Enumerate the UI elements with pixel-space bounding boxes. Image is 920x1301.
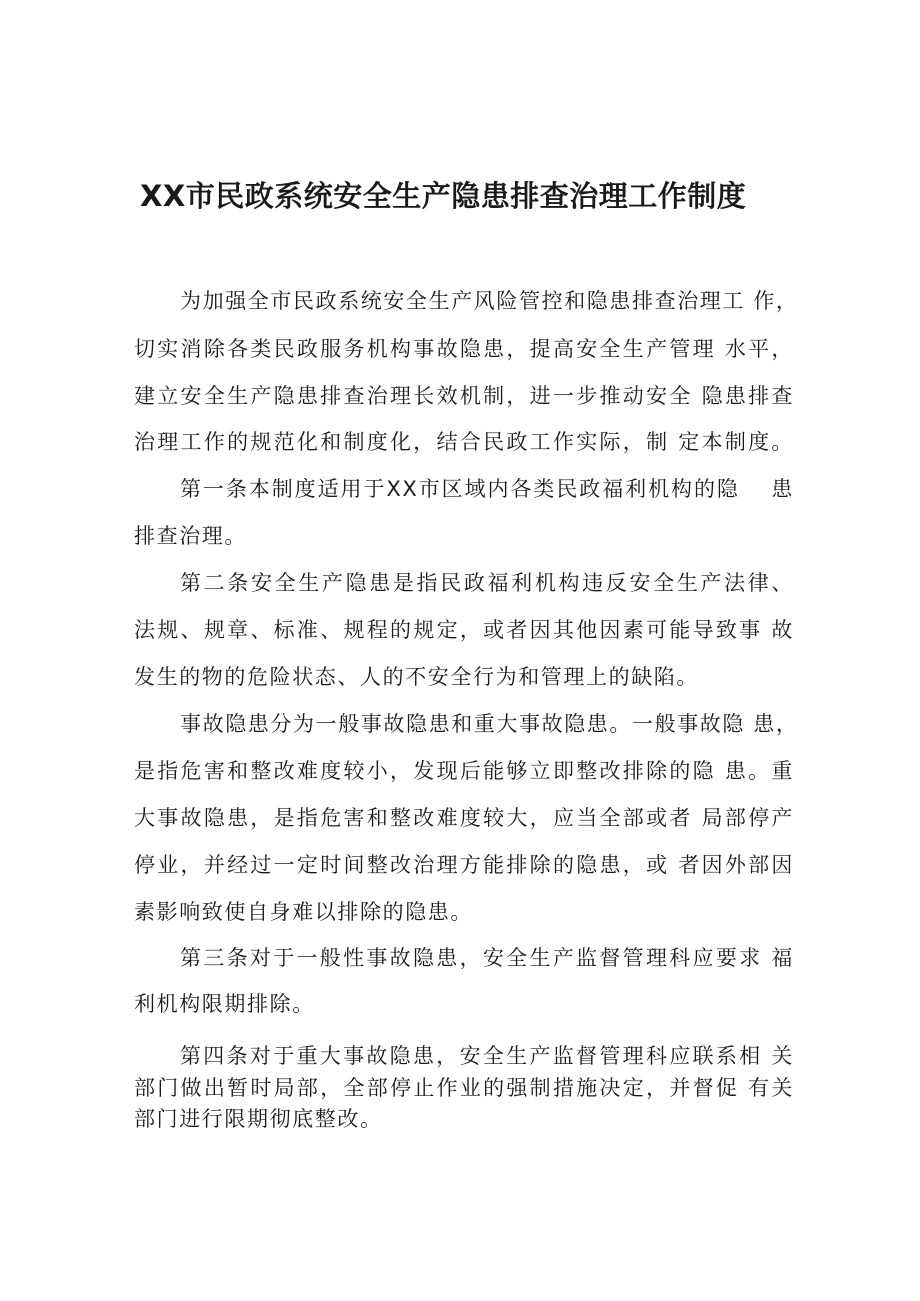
paragraph-line: 第三条对于一般性事故隐患，安全生产监督管理科应要求 福 — [180, 946, 794, 970]
paragraph-line: 第一条本制度适用于XX市区域内各类民政福利机构的隐 患 — [180, 477, 794, 501]
paragraph-line: 素影响致使自身难以排除的隐患。 — [134, 900, 473, 924]
paragraph-line: 第四条对于重大事故隐患，安全生产监督管理科应联系相 关 — [180, 1044, 794, 1068]
paragraph-line: 发生的物的危险状态、人的不安全行为和管理上的缺陷。 — [134, 665, 699, 689]
paragraph-line: 部门做出暂时局部，全部停止作业的强制措施决定，并督促 有关 — [134, 1076, 794, 1100]
paragraph-line: 是指危害和整改难度较小，发现后能够立即整改排除的隐 患。重 — [134, 759, 794, 783]
paragraph-line: 事故隐患分为一般事故隐患和重大事故隐患。一般事故隐 患， — [180, 712, 799, 736]
paragraph-line: 第二条安全生产隐患是指民政福利机构违反安全生产法律、 — [180, 571, 794, 595]
paragraph-line: 停业，并经过一定时间整改治理方能排除的隐患，或 者因外部因 — [134, 853, 794, 877]
paragraph-line: 建立安全生产隐患排查治理长效机制，进一步推动安全 隐患排查 — [134, 384, 794, 408]
paragraph-line: 切实消除各类民政服务机构事故隐患，提高安全生产管理 水平， — [134, 337, 794, 361]
paragraph-line: 部门进行限期彻底整改。 — [134, 1107, 383, 1131]
paragraph-line: 为加强全市民政系统安全生产风险管控和隐患排查治理工 作， — [180, 289, 799, 313]
document-title: XX市民政系统安全生产隐患排查治理工作制度 — [140, 179, 747, 213]
paragraph-line: 大事故隐患，是指危害和整改难度较大，应当全部或者 局部停产 — [134, 806, 794, 830]
paragraph-line: 利机构限期排除。 — [134, 992, 315, 1016]
paragraph-line: 法规、规章、标准、规程的规定，或者因其他因素可能导致事 故 — [134, 618, 794, 642]
paragraph-line: 排查治理。 — [134, 524, 247, 548]
paragraph-line: 治理工作的规范化和制度化，结合民政工作实际，制 定本制度。 — [134, 430, 794, 454]
